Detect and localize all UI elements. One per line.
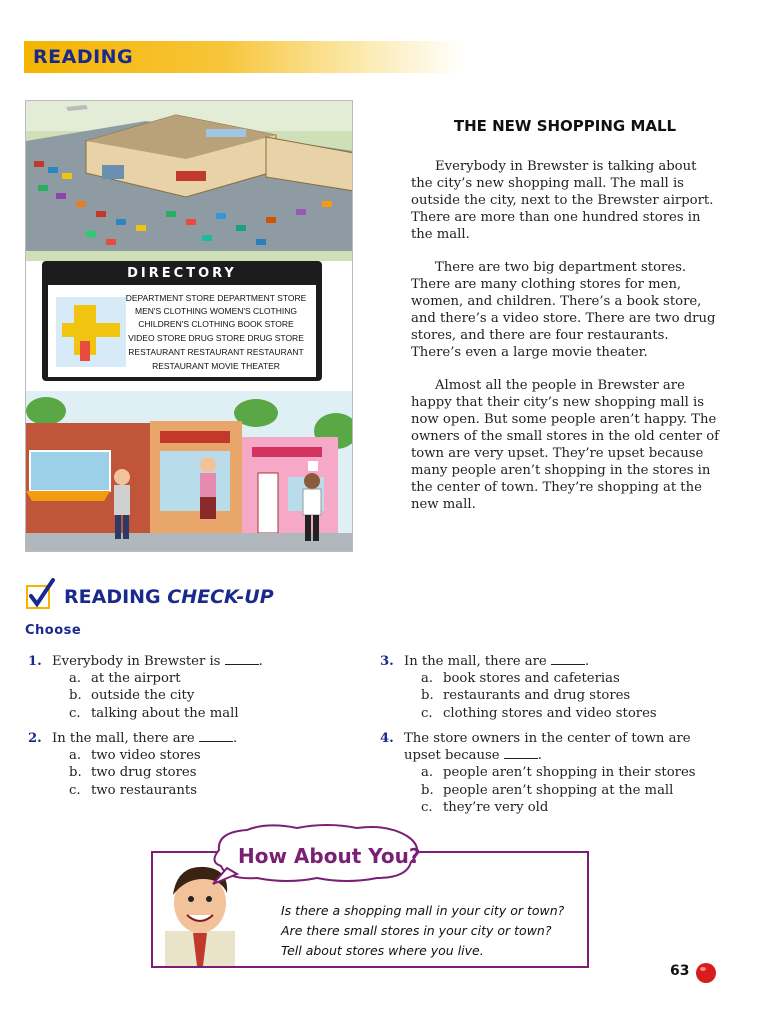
question-3: 3. In the mall, there are . a. book stores and cafeterias b. restaurants and drug stores c. clothing stores and video stores [380, 653, 720, 722]
option: b. outside the city [69, 688, 195, 704]
option: c. talking about the mall [69, 705, 239, 721]
option: b. restaurants and drug stores [421, 688, 631, 704]
directory-row-5: RESTAURANT RESTAURANT RESTAURANT [128, 347, 304, 357]
option: a. people aren’t shopping in their stores [421, 765, 696, 781]
article-paragraph: Everybody in Brewster is talking about the city’s new shopping mall. The mall is outside the city, next to the Brewster airport. There are more than one hundred stores in the mall. [411, 159, 714, 242]
answer-blank [551, 653, 585, 665]
option: c. they’re very old [421, 799, 549, 815]
article-body [411, 158, 721, 529]
page-dot-icon [695, 962, 717, 984]
directory-row-1: DEPARTMENT STORE DEPARTMENT STORE [125, 293, 307, 303]
option: b. people aren’t shopping at the mall [421, 782, 674, 798]
option: a. at the airport [69, 671, 181, 687]
question-1: 1. Everybody in Brewster is . a. at the airport b. outside the city c. talking about the mall [28, 653, 358, 722]
checkmark-icon [26, 578, 56, 610]
checkup-heading [26, 578, 274, 612]
section-title: READING [33, 46, 134, 68]
prompt-line: Is there a shopping mall in your city or town? [281, 903, 565, 918]
article-paragraph: Almost all the people in Brewster are happy that their city’s new shopping mall is now open. But some people aren’t happy. The owners of the small stores in the old center of town are very upset. They’re upset because many people aren’t shopping in the stores in the center of town. They’re shopping at the new mall. [411, 378, 720, 512]
question-2: 2. In the mall, there are . a. two video stores b. two drug stores c. two restaurants [28, 730, 358, 799]
directory-row-2: MEN'S CLOTHING WOMEN'S CLOTHING [135, 306, 297, 316]
page-number: 63 [670, 963, 690, 979]
mall-directory-sign [42, 261, 322, 381]
how-about-you-title: How About You? [238, 844, 421, 868]
option: c. two restaurants [69, 782, 197, 798]
answer-blank [504, 747, 538, 759]
option: b. two drug stores [69, 765, 197, 781]
how-about-you-prompts [281, 901, 564, 961]
article-title: THE NEW SHOPPING MALL [453, 117, 677, 135]
option: a. book stores and cafeterias [421, 671, 620, 687]
choose-label: Choose [25, 623, 82, 638]
article-paragraph: There are two big department stores. There are many clothing stores for men, women, and children. There’s a book store, and there’s a video store. There are two drug stores, and there are four restaurants. There’s even a large movie theater. [411, 260, 716, 360]
answer-blank [225, 653, 259, 665]
question-4: 4. The store owners in the center of town are upset because . a. people aren’t shopping in their stores b. people aren’t shopping at the mall c. they’re very old [380, 730, 720, 816]
prompt-line: Are there small stores in your city or town? [281, 923, 552, 938]
directory-title: DIRECTORY [127, 266, 237, 281]
directory-row-4: VIDEO STORE DRUG STORE DRUG STORE [128, 333, 304, 343]
answer-blank [199, 730, 233, 742]
section-banner [24, 41, 464, 73]
prompt-line: Tell about stores where you live. [281, 943, 484, 958]
option: a. two video stores [69, 748, 201, 764]
directory-row-3: CHILDREN'S CLOTHING BOOK STORE [138, 319, 294, 329]
option: c. clothing stores and video stores [421, 705, 657, 721]
mall-illustration [25, 100, 353, 552]
directory-row-6: RESTAURANT MOVIE THEATER [152, 361, 280, 371]
checkup-title: READING CHECK-UP [64, 586, 274, 608]
